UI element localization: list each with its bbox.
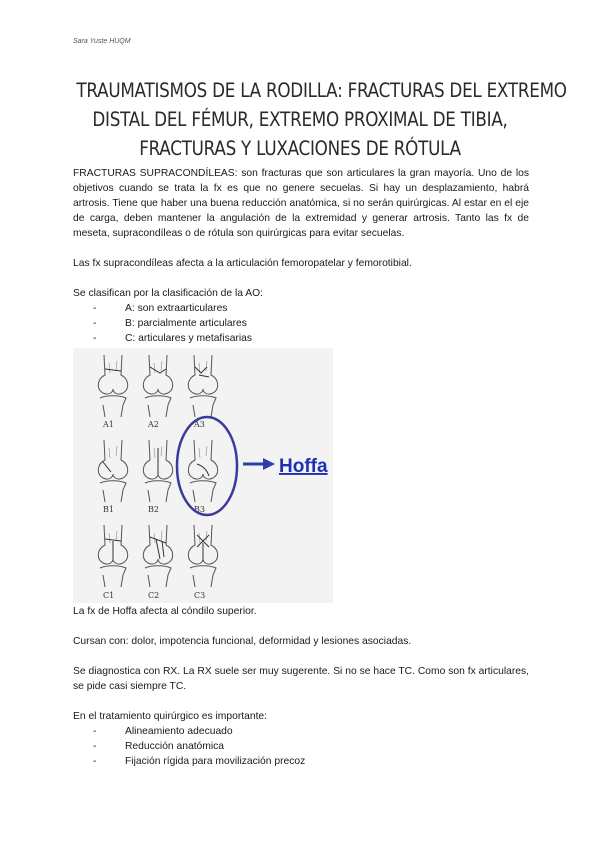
label-a1: A1 bbox=[103, 420, 114, 429]
paragraph-joints-affected: Las fx supracondíleas afecta a la articulación femoropatelar y femorotibial. bbox=[73, 258, 412, 269]
label-b1: B1 bbox=[103, 505, 114, 514]
title-line-2: DISTAL DEL FÉMUR, EXTREMO PROXIMAL DE TIBIA, bbox=[92, 108, 508, 131]
paragraph-supracondylar-intro: FRACTURAS SUPRACONDÍLEAS: son fracturas que son articulares la gran mayoría. Uno de los objetivos cuando se trata la fx es que no genere secuelas. Si hay un desplazamiento, habrá artrosis. Tiene que haber una buena reducción anatómica, si no serán quirúrgicas. Al estar en el eje de carga, deben mantener la angulación de la extremidad y generar artrosis. Tanto las fx de meseta, supracondíleas o de rótula son quirúrgicas para evitar secuelas. bbox=[73, 168, 529, 239]
list-item: - Alineamiento adecuado bbox=[93, 724, 529, 739]
label-c2: C2 bbox=[148, 591, 160, 600]
knee-diagram-c3 bbox=[188, 525, 217, 587]
arrow-right-icon bbox=[243, 458, 275, 470]
knee-diagram-b2 bbox=[143, 440, 172, 502]
label-c1: C1 bbox=[103, 591, 115, 600]
label-c3: C3 bbox=[194, 591, 206, 600]
knee-diagram-a2 bbox=[143, 355, 172, 417]
knee-diagram-a3 bbox=[188, 355, 217, 417]
list-item: - A: son extraarticulares bbox=[93, 301, 529, 316]
title-line-1: TRAUMATISMOS DE LA RODILLA: FRACTURAS DEL EXTREMO bbox=[76, 79, 567, 102]
hoffa-highlight-circle bbox=[177, 417, 237, 515]
paragraph-symptoms: Cursan con: dolor, impotencia funcional, deformidad y lesiones asociadas. bbox=[73, 636, 412, 647]
paragraph-diagnosis: Se diagnostica con RX. La RX suele ser muy sugerente. Si no se hace TC. Como son fx articulares, se pide casi siempre TC. bbox=[73, 666, 529, 692]
label-b2: B2 bbox=[148, 505, 159, 514]
list-item: - Fijación rígida para movilización precoz bbox=[93, 754, 529, 769]
hoffa-label: Hoffa bbox=[279, 456, 328, 477]
page-header-author: Sara Yuste HUQM bbox=[73, 38, 131, 45]
list-item: - C: articulares y metafisarias bbox=[93, 331, 529, 346]
knee-diagram-c2 bbox=[143, 525, 172, 587]
knee-diagram-c1 bbox=[98, 525, 127, 587]
knee-diagram-b3 bbox=[188, 440, 217, 502]
ao-classification-list bbox=[73, 301, 529, 346]
paragraph-hoffa: La fx de Hoffa afecta al cóndilo superior. bbox=[73, 606, 257, 617]
paragraph-treatment: En el tratamiento quirúrgico es importante: bbox=[73, 711, 268, 722]
title-line-3: FRACTURAS Y LUXACIONES DE RÓTULA bbox=[139, 137, 461, 160]
paragraph-ao-classification: Se clasifican por la clasificación de la AO: bbox=[73, 288, 264, 299]
treatment-list bbox=[73, 724, 529, 769]
label-a2: A2 bbox=[148, 420, 159, 429]
label-b3: B3 bbox=[194, 505, 205, 514]
list-item: - B: parcialmente articulares bbox=[93, 316, 529, 331]
list-item: - Reducción anatómica bbox=[93, 739, 529, 754]
label-a3: A3 bbox=[194, 420, 205, 429]
page-title bbox=[76, 76, 567, 163]
knee-diagram-b1 bbox=[98, 440, 127, 502]
document-body bbox=[73, 166, 529, 769]
knee-diagram-a1 bbox=[98, 355, 127, 417]
ao-classification-figure bbox=[73, 348, 333, 603]
